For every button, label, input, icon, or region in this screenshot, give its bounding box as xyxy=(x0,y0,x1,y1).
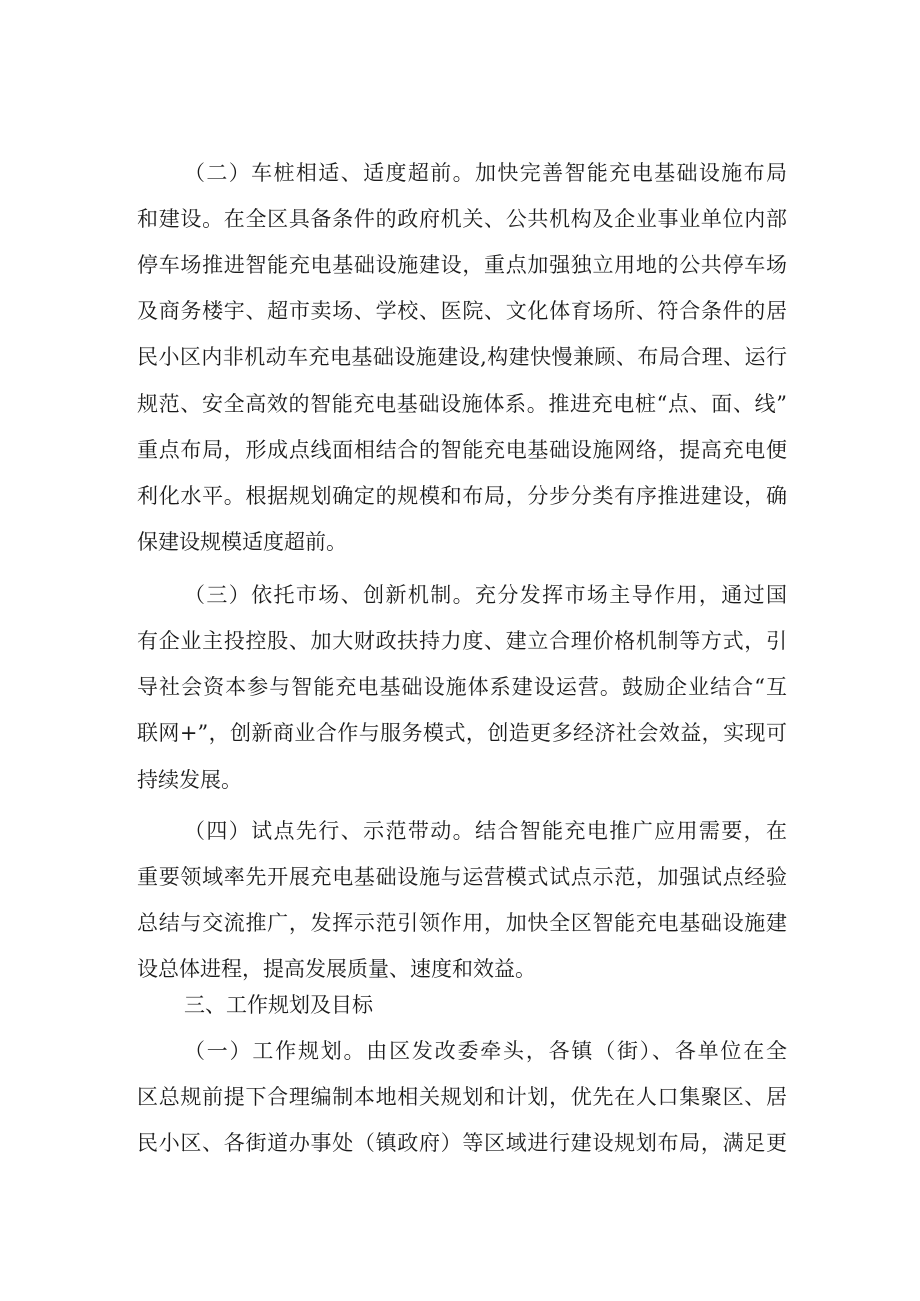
text-line: 民小区、各街道办事处（镇政府）等区域进行建设规划布局，满足更 xyxy=(137,1131,787,1155)
text-line: 利化水平。根据规划确定的规模和布局，分步分类有序推进建设，确 xyxy=(137,484,787,508)
text-line: 区总规前提下合理编制本地相关规划和计划，优先在人口集聚区、居 xyxy=(137,1085,787,1109)
text-line: 重点布局，形成点线面相结合的智能充电基础设施网络，提高充电便 xyxy=(137,438,787,462)
text-line: 导社会资本参与智能充电基础设施体系建设运营。鼓励企业结合“互 xyxy=(137,675,787,699)
text-line: （一）工作规划。由区发改委牵头，各镇（街）、各单位在全 xyxy=(184,1039,787,1063)
text-line: 民小区内非机动车充电基础设施建设,构建快慢兼顾、布局合理、运行 xyxy=(137,345,787,369)
text-line: 停车场推进智能充电基础设施建设，重点加强独立用地的公共停车场 xyxy=(137,253,787,277)
text-line: 设总体进程，提高发展质量、速度和效益。 xyxy=(137,957,536,981)
text-line: （二）车桩相适、适度超前。加快完善智能充电基础设施布局 xyxy=(184,161,787,185)
section-heading: 三、工作规划及目标 xyxy=(184,993,373,1017)
text-line: 有企业主投控股、加大财政扶持力度、建立合理价格机制等方式，引 xyxy=(137,629,787,653)
text-line: 保建设规模适度超前。 xyxy=(137,530,347,554)
text-line: 和建设。在全区具备条件的政府机关、公共机构及企业事业单位内部 xyxy=(137,207,787,231)
text-line: 及商务楼宇、超市卖场、学校、医院、文化体育场所、符合条件的居 xyxy=(137,299,787,323)
text-line: 总结与交流推广，发挥示范引领作用，加快全区智能充电基础设施建 xyxy=(137,911,787,935)
text-line: 持续发展。 xyxy=(137,768,242,792)
text-line: 联网+”，创新商业合作与服务模式，创造更多经济社会效益，实现可 xyxy=(137,721,787,745)
text-line: （四）试点先行、示范带动。结合智能充电推广应用需要，在 xyxy=(184,819,787,843)
text-line: 规范、安全高效的智能充电基础设施体系。推进充电桩“点、面、线” xyxy=(137,392,787,416)
text-line: 重要领域率先开展充电基础设施与运营模式试点示范，加强试点经验 xyxy=(137,865,787,889)
text-line: （三）依托市场、创新机制。充分发挥市场主导作用，通过国 xyxy=(184,583,787,607)
